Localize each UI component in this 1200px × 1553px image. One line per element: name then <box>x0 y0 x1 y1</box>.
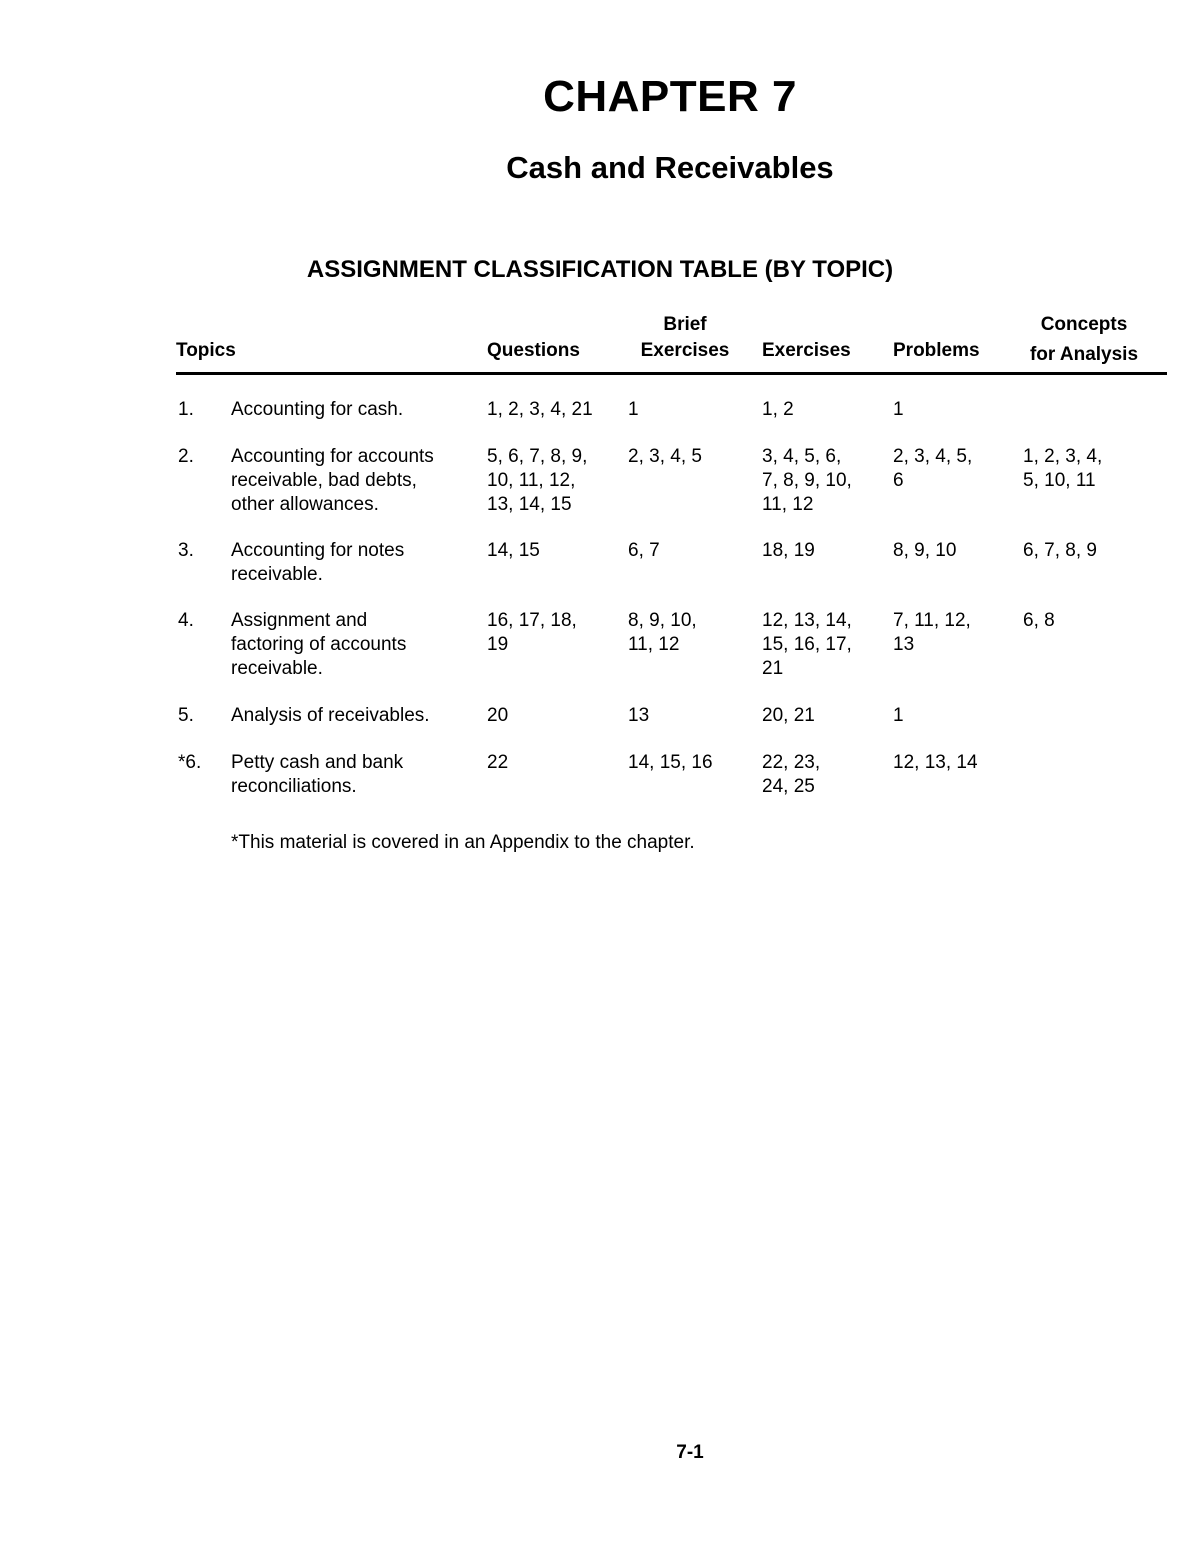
row-exercises-line: 7, 8, 9, 10, <box>762 470 852 491</box>
row-brief-exercises-line: 11, 12 <box>628 634 680 655</box>
row-brief-exercises-line: 6, 7 <box>628 540 660 561</box>
row-exercises <box>762 398 794 422</box>
row-questions <box>487 398 593 422</box>
row-exercises-line: 15, 16, 17, <box>762 634 852 655</box>
row-topic <box>231 398 403 422</box>
row-questions <box>487 445 587 517</box>
row-exercises-line: 12, 13, 14, <box>762 610 852 631</box>
row-questions-line: 16, 17, 18, <box>487 610 577 631</box>
row-brief-exercises-line: 2, 3, 4, 5 <box>628 446 702 467</box>
row-exercises-line: 1, 2 <box>762 399 794 420</box>
row-questions <box>487 751 508 775</box>
header-questions: Questions <box>487 340 580 361</box>
row-number: *6. <box>178 752 202 773</box>
row-brief-exercises <box>628 751 713 775</box>
row-number: 5. <box>178 705 194 726</box>
row-exercises-line: 21 <box>762 658 784 679</box>
header-topics: Topics <box>176 340 236 361</box>
row-questions-line: 20 <box>487 705 509 726</box>
row-topic <box>231 609 406 681</box>
table-title: ASSIGNMENT CLASSIFICATION TABLE (BY TOPIC) <box>306 256 894 283</box>
page-number: 7-1 <box>676 1442 704 1463</box>
row-topic-line: receivable. <box>231 564 323 585</box>
row-concepts-line: 5, 10, 11 <box>1023 470 1096 491</box>
row-problems <box>893 609 971 657</box>
row-topic <box>231 704 430 728</box>
row-topic-line: Petty cash and bank <box>231 752 404 773</box>
row-problems-line: 7, 11, 12, <box>893 610 971 631</box>
row-exercises-line: 18, 19 <box>762 540 815 561</box>
row-problems-line: 1 <box>893 705 904 726</box>
row-problems <box>893 751 978 775</box>
row-topic <box>231 445 434 517</box>
row-brief-exercises <box>628 445 702 469</box>
chapter-title: CHAPTER 7 <box>543 72 797 121</box>
footnote: *This material is covered in an Appendix to the chapter. <box>231 832 695 853</box>
row-questions-line: 13, 14, 15 <box>487 494 572 515</box>
row-problems-line: 1 <box>893 399 904 420</box>
row-number: 4. <box>178 610 194 631</box>
row-problems-line: 13 <box>893 634 915 655</box>
row-brief-exercises-line: 14, 15, 16 <box>628 752 713 773</box>
row-exercises-line: 20, 21 <box>762 705 815 726</box>
row-problems-line: 8, 9, 10 <box>893 540 957 561</box>
row-topic-line: reconciliations. <box>231 776 357 797</box>
row-topic-line: factoring of accounts <box>231 634 407 655</box>
chapter-subtitle: Cash and Receivables <box>506 150 834 185</box>
row-brief-exercises-line: 8, 9, 10, <box>628 610 697 631</box>
row-concepts <box>1023 445 1102 493</box>
row-problems <box>893 398 904 422</box>
row-brief-exercises <box>628 609 697 657</box>
row-brief-exercises-line: 1 <box>628 399 639 420</box>
row-brief-exercises <box>628 704 649 728</box>
row-number: 2. <box>178 446 194 467</box>
row-concepts-line: 6, 8 <box>1023 610 1055 631</box>
row-questions-line: 10, 11, 12, <box>487 470 576 491</box>
row-topic-line: Accounting for accounts <box>231 446 434 467</box>
header-divider <box>176 372 1167 375</box>
row-number: 3. <box>178 540 194 561</box>
row-concepts <box>1023 539 1097 563</box>
row-concepts <box>1023 609 1055 633</box>
row-topic-line: Accounting for notes <box>231 540 405 561</box>
row-questions-line: 22 <box>487 752 509 773</box>
row-questions <box>487 704 508 728</box>
row-topic-line: Assignment and <box>231 610 368 631</box>
row-questions-line: 5, 6, 7, 8, 9, <box>487 446 588 467</box>
row-exercises-line: 11, 12 <box>762 494 814 515</box>
row-topic-line: receivable. <box>231 658 323 679</box>
row-brief-exercises-line: 13 <box>628 705 650 726</box>
row-concepts-line: 6, 7, 8, 9 <box>1023 540 1097 561</box>
row-topic-line: other allowances. <box>231 494 379 515</box>
row-questions-line: 14, 15 <box>487 540 540 561</box>
row-questions-line: 19 <box>487 634 509 655</box>
header-problems: Problems <box>893 340 980 361</box>
row-exercises <box>762 445 852 517</box>
row-brief-exercises <box>628 539 660 563</box>
row-exercises <box>762 751 820 799</box>
row-questions <box>487 539 540 563</box>
row-problems-line: 12, 13, 14 <box>893 752 978 773</box>
row-exercises-line: 24, 25 <box>762 776 815 797</box>
row-brief-exercises <box>628 398 639 422</box>
row-topic-line: Accounting for cash. <box>231 399 404 420</box>
row-questions <box>487 609 577 657</box>
row-exercises <box>762 609 852 681</box>
row-exercises-line: 3, 4, 5, 6, <box>762 446 842 467</box>
row-topic <box>231 539 404 587</box>
row-problems <box>893 539 956 563</box>
row-questions-line: 1, 2, 3, 4, 21 <box>487 399 593 420</box>
row-exercises <box>762 539 815 563</box>
header-concepts: Concepts for Analysis <box>1029 314 1139 365</box>
row-topic-line: receivable, bad debts, <box>231 470 417 491</box>
row-exercises <box>762 704 815 728</box>
row-problems-line: 2, 3, 4, 5, <box>893 446 973 467</box>
row-topic-line: Analysis of receivables. <box>231 705 430 726</box>
row-problems <box>893 704 904 728</box>
row-problems-line: 6 <box>893 470 904 491</box>
row-number: 1. <box>178 399 194 420</box>
header-brief-exercises: Brief Exercises <box>640 314 730 361</box>
row-problems <box>893 445 972 493</box>
header-exercises: Exercises <box>762 340 851 361</box>
row-exercises-line: 22, 23, <box>762 752 821 773</box>
row-concepts-line: 1, 2, 3, 4, <box>1023 446 1103 467</box>
row-topic <box>231 751 403 799</box>
